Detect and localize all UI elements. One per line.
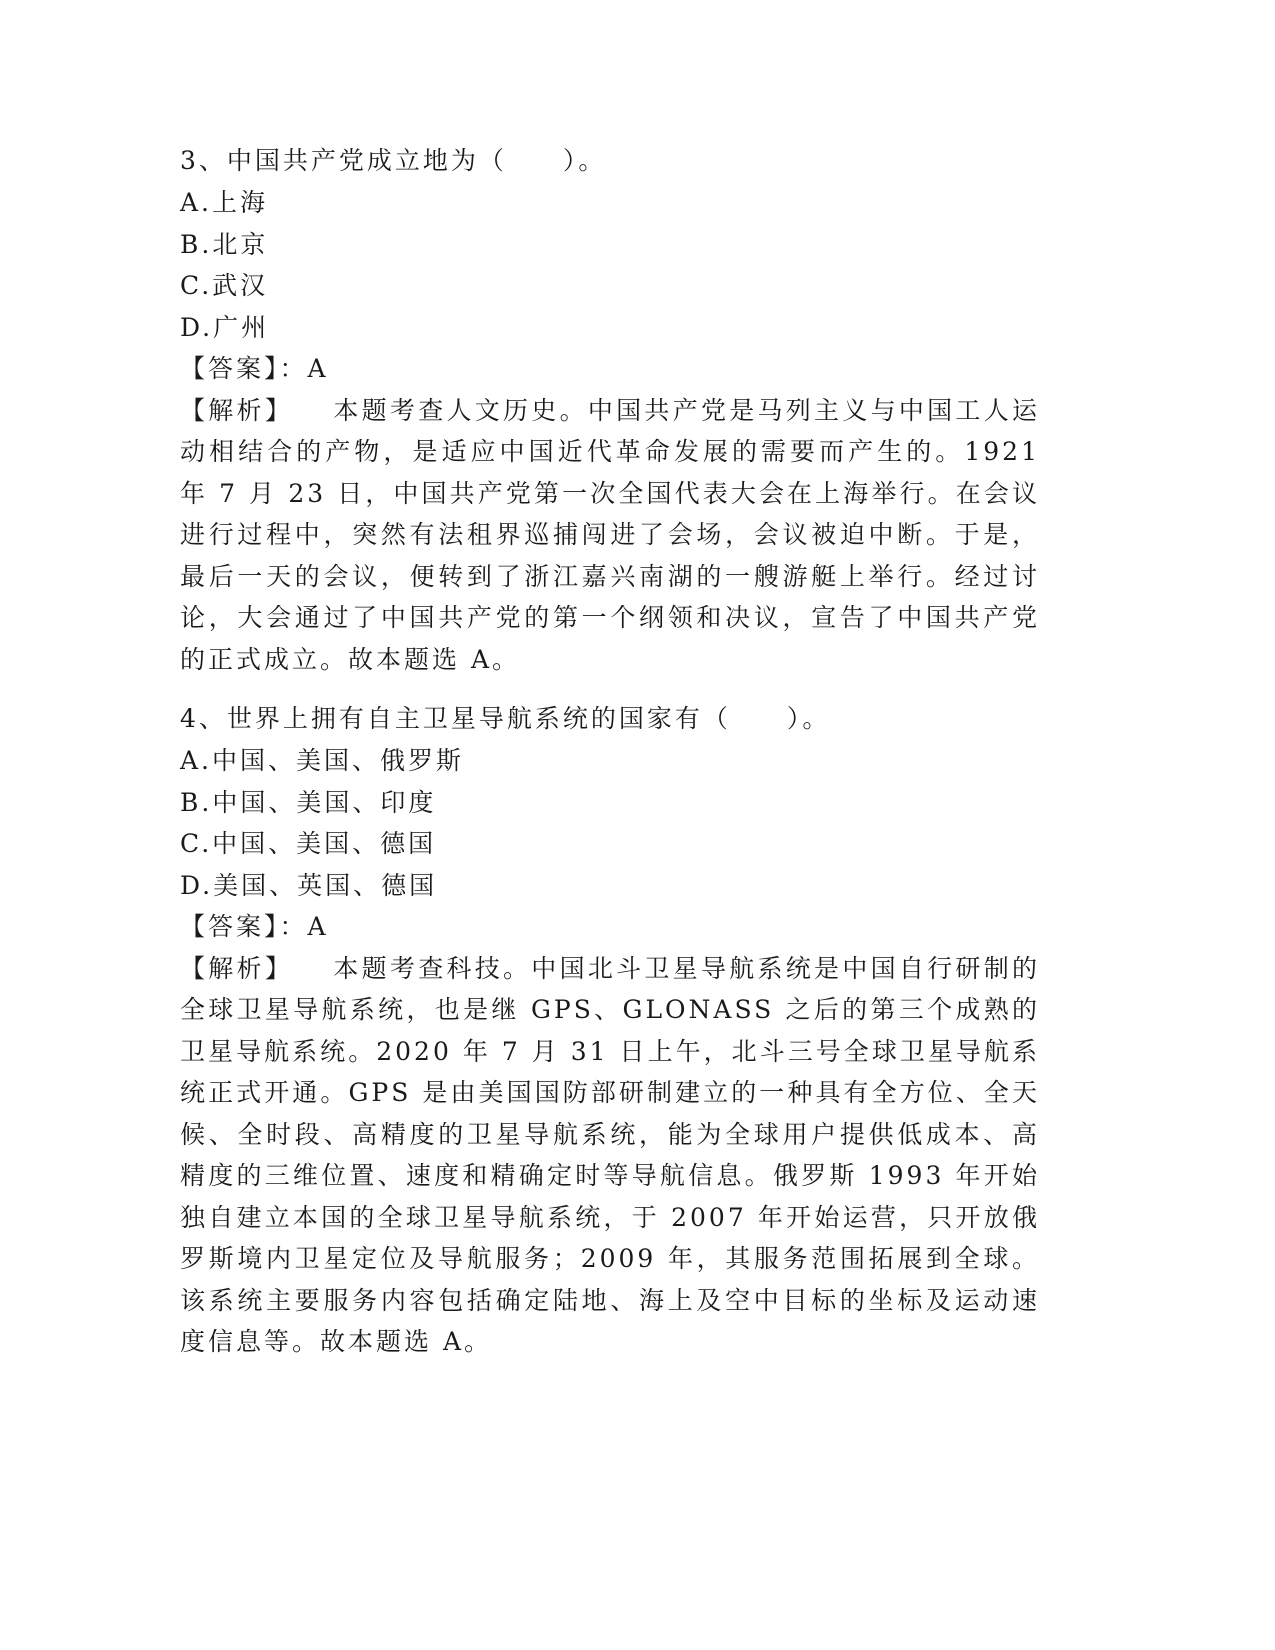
question-3	[180, 140, 1040, 680]
answer-line	[180, 906, 1040, 948]
option-c: C.武汉	[180, 271, 269, 300]
explanation-text: 本题考查科技。中国北斗卫星导航系统是中国自行研制的全球卫星导航系统，也是继 GPS、GLONASS 之后的第三个成熟的卫星导航系统。2020 年 7 月 31 日上午，北斗三号全球卫星导航系统正式开通。GPS 是由美国国防部研制建立的一种具有全方位、全天候、全时段、高精度的卫星导航系统，能为全球用户提供低成本、高精度的三维位置、速度和精确定时等导航信息。俄罗斯 1993 年开始独自建立本国的全球卫星导航系统，于 2007 年开始运营，只开放俄罗斯境内卫星定位及导航服务；2009 年，其服务范围拓展到全球。该系统主要服务内容包括确定陆地、海上及空中目标的坐标及运动速度信息等。故本题选 A。	[180, 953, 1040, 1356]
option-a: A.上海	[180, 188, 269, 217]
document-page	[180, 140, 1040, 1363]
question-4	[180, 698, 1040, 1363]
option-b: B.中国、美国、印度	[180, 787, 437, 817]
option-d: D.广州	[180, 312, 270, 342]
answer-label: 【答案】：	[180, 354, 308, 383]
question-stem: 3、中国共产党成立地为（ ）。	[180, 146, 607, 175]
explanation	[180, 390, 1040, 681]
explanation-label: 【解析】	[180, 953, 294, 983]
explanation-text: 本题考查人文历史。中国共产党是马列主义与中国工人运动相结合的产物，是适应中国近代革命发展的需要而产生的。1921 年 7 月 23 日，中国共产党第一次全国代表大会在上海举行。在会议进行过程中，突然有法租界巡捕闯进了会场，会议被迫中断。于是，最后一天的会议，便转到了浙江嘉兴南湖的一艘游艇上举行。经过讨论，大会通过了中国共产党的第一个纲领和决议，宣告了中国共产党的正式成立。故本题选 A。	[180, 395, 1040, 674]
explanation-label: 【解析】	[180, 395, 294, 425]
option-a: A.中国、美国、俄罗斯	[180, 746, 465, 775]
answer-label: 【答案】：	[180, 912, 308, 941]
question-stem: 4、世界上拥有自主卫星导航系统的国家有（ ）。	[180, 704, 831, 733]
option-c: C.中国、美国、德国	[180, 829, 437, 858]
answer-value: A	[307, 354, 329, 383]
answer-line	[180, 348, 1040, 390]
option-d: D.美国、英国、德国	[180, 870, 438, 900]
answer-value: A	[307, 912, 329, 941]
explanation	[180, 948, 1040, 1363]
option-b: B.北京	[180, 229, 269, 259]
